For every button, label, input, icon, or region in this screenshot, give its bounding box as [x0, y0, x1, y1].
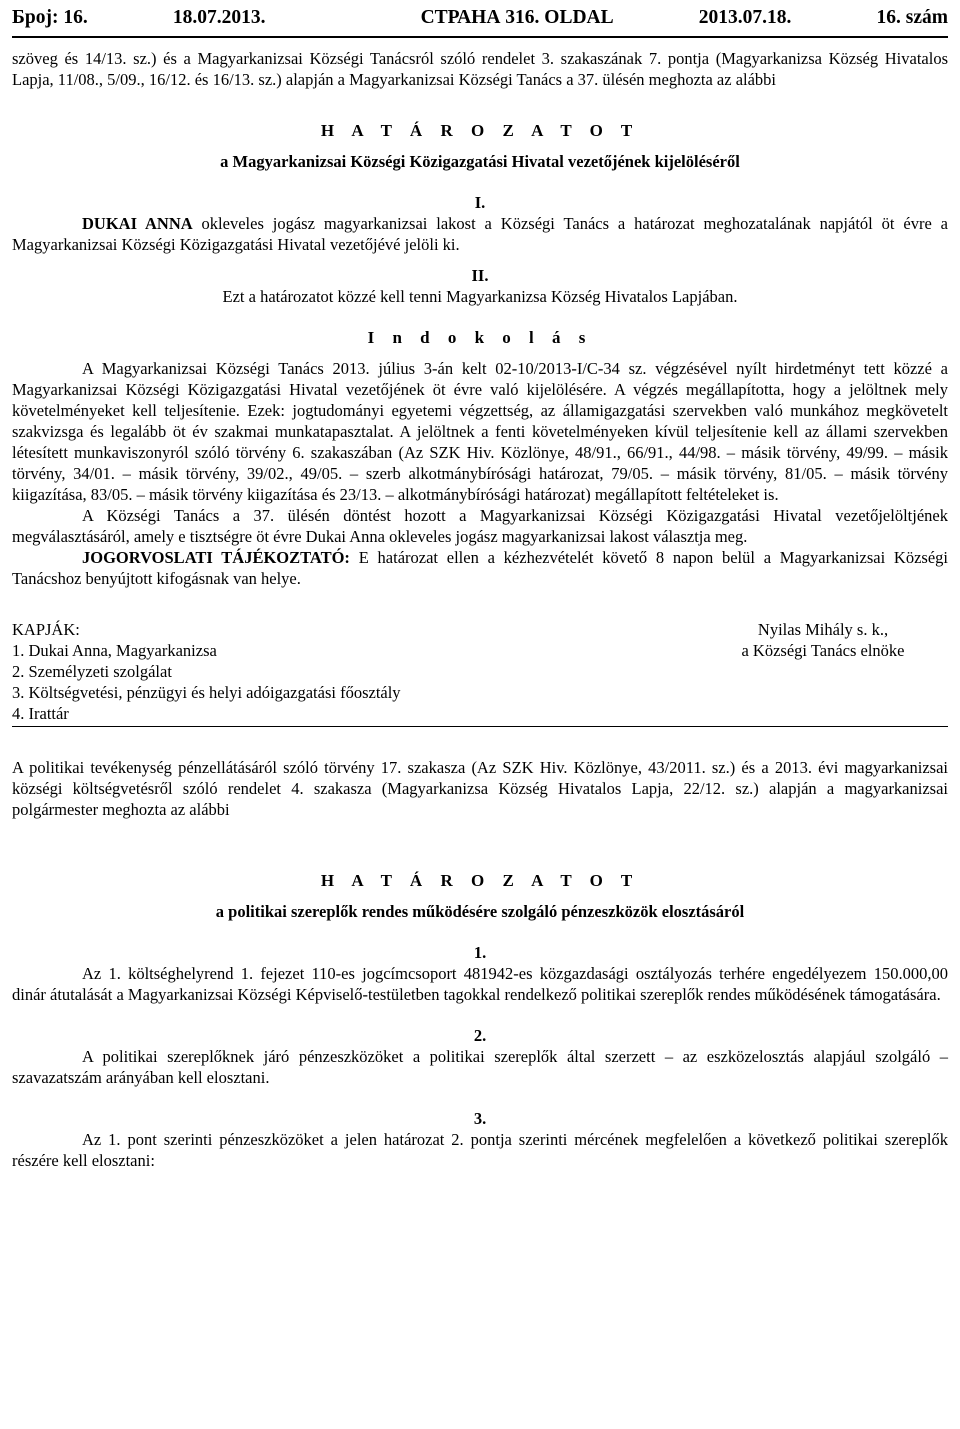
header-date-right: 2013.07.18. [698, 7, 792, 28]
distribution-item: 4. Irattár [12, 704, 69, 723]
distribution-item: 3. Költségvetési, pénzügyi és helyi adóigazgatási főosztály [12, 683, 401, 702]
issue-number-right: 16. szám [876, 7, 948, 28]
reasoning-paragraph-2: A Községi Tanács a 37. ülésén döntést hozott a Magyarkanizsai Községi Közigazgatási Hivatal vezetőjelöltjének megválasztásáról, amely e tisztségre öt évre Dukai Anna okleveles jogász magyarkanizsai lakost választja meg. [12, 506, 948, 546]
reasoning-paragraph-1: A Magyarkanizsai Községi Tanács 2013. július 3-án kelt 02-10/2013-I/C-34 sz. végzésével nyílt hirdetményt tett közzé a Magyarkanizsai Községi Közigazgatási Hivatal vezetőjének öt évre való kijelölésére. A végzés megállapította, hogy a jelöltnek mely követelményeket kell teljesítenie. Ezek: jogtudományi egyetemi végzettség, az államigazgatási szervekben való munkához megkövetelt szakvizsga és legalább öt év szakmai munkatapasztalat. A jelöltnek a fenti követelményeken kívül teljesítenie kell az állami szervekben létesített munkaviszonyról szóló törvény 6. szakaszában (Az SZK Hiv. Közlönye, 48/91., 66/91., 44/98. – másik törvény, 49/99. – másik törvény, 34/01. – másik törvény, 39/02., 49/05. – szerb alkotmánybírósági határozat, 79/05. – másik törvény, 81/05. – másik törvény kiigazítása, 83/05. – másik törvény kiigazítása és 23/13. – alkotmánybírósági határozat) megállapított feltételeket is. [12, 359, 948, 504]
point-3-number: 3. [473, 1109, 487, 1128]
decision2-subject: a politikai szereplők rendes működésére szolgáló pénzeszközök elosztásáról [215, 902, 745, 921]
decision1-heading: H A T Á R O Z A T O T [320, 121, 640, 140]
signer-title: a Községi Tanács elnöke [741, 641, 905, 660]
decision2-heading: H A T Á R O Z A T O T [320, 871, 640, 890]
intro-paragraph: szöveg és 14/13. sz.) és a Magyarkanizsai Községi Tanácsról szóló rendelet 3. szakaszának 7. pontja (Magyarkanizsa Község Hivatalos Lapja, 11/08., 5/09., 16/12. és 16/13. sz.) alapján a Magyarkanizsai Községi Tanács a 37. ülésén meghozta az alábbi [12, 49, 948, 89]
distribution-item: 2. Személyzeti szolgálat [12, 662, 172, 681]
section-2-number: II. [471, 266, 489, 285]
distribution-block [12, 619, 948, 727]
page-body [12, 48, 948, 1171]
page-header [12, 0, 948, 38]
section-1-number: I. [474, 193, 486, 212]
legal-remedy-label: JOGORVOSLATI TÁJÉKOZTATÓ: [82, 548, 350, 567]
page-number: СТРАНА 316. OLDAL [420, 7, 614, 28]
decision1-subject: a Magyarkanizsai Községi Közigazgatási Hivatal vezetőjének kijelöléséről [220, 152, 740, 171]
distribution-item: 1. Dukai Anna, Magyarkanizsa [12, 641, 217, 660]
reasoning-heading: I n d o k o l á s [367, 328, 593, 347]
distribution-title: KAPJÁK: [12, 620, 80, 639]
issue-label: Број: 16. [12, 7, 88, 28]
header-date-left: 18.07.2013. [172, 7, 266, 28]
point-3-text: Az 1. pont szerinti pénzeszközöket a jelen határozat 2. pontja szerinti mércének megfelelően a következő politikai szereplők részére kell elosztani: [12, 1130, 948, 1170]
section-1-text: DUKAI ANNA okleveles jogász magyarkanizsai lakost a Községi Tanács a határozat meghozatalának napjától öt évre a Magyarkanizsai Községi Közigazgatási Hivatal vezetőjévé jelöli ki. [12, 214, 948, 254]
decision2-intro: A politikai tevékenység pénzellátásáról szóló törvény 17. szakasza (Az SZK Hiv. Közlönye, 43/2011. sz.) és a 2013. évi magyarkanizsai községi költségvetésről szóló rendelet 4. szakasza (Magyarkanizsa Község Hivatalos Lapja, 22/12. sz.) alapján a magyarkanizsai polgármester meghozta az alábbi [12, 758, 948, 819]
signer-name: Nyilas Mihály s. k., [757, 620, 889, 639]
point-1-number: 1. [473, 943, 487, 962]
point-2-text: A politikai szereplőknek járó pénzeszközöket a politikai szereplők által szerzett – az eszközelosztás alapjául szolgáló – szavazatszám arányában kell elosztani. [12, 1047, 948, 1087]
section-2-text: Ezt a határozatot közzé kell tenni Magyarkanizsa Község Hivatalos Lapjában. [222, 287, 738, 306]
legal-remedy-paragraph: JOGORVOSLATI TÁJÉKOZTATÓ: E határozat ellen a kézhezvételét követő 8 napon belül a Magyarkanizsai Községi Tanácshoz benyújtott kifogásnak van helye. [12, 548, 948, 588]
point-1-text: Az 1. költséghelyrend 1. fejezet 110-es jogcímcsoport 481942-es közgazdasági osztályozás terhére engedélyezem 150.000,00 dinár átutalását a Magyarkanizsai Községi Képviselő-testületben tagokkal rendelkező politikai szereplők rendes működésének támogatására. [12, 964, 948, 1004]
point-2-number: 2. [473, 1026, 487, 1045]
appointee-name: DUKAI ANNA [82, 214, 193, 233]
